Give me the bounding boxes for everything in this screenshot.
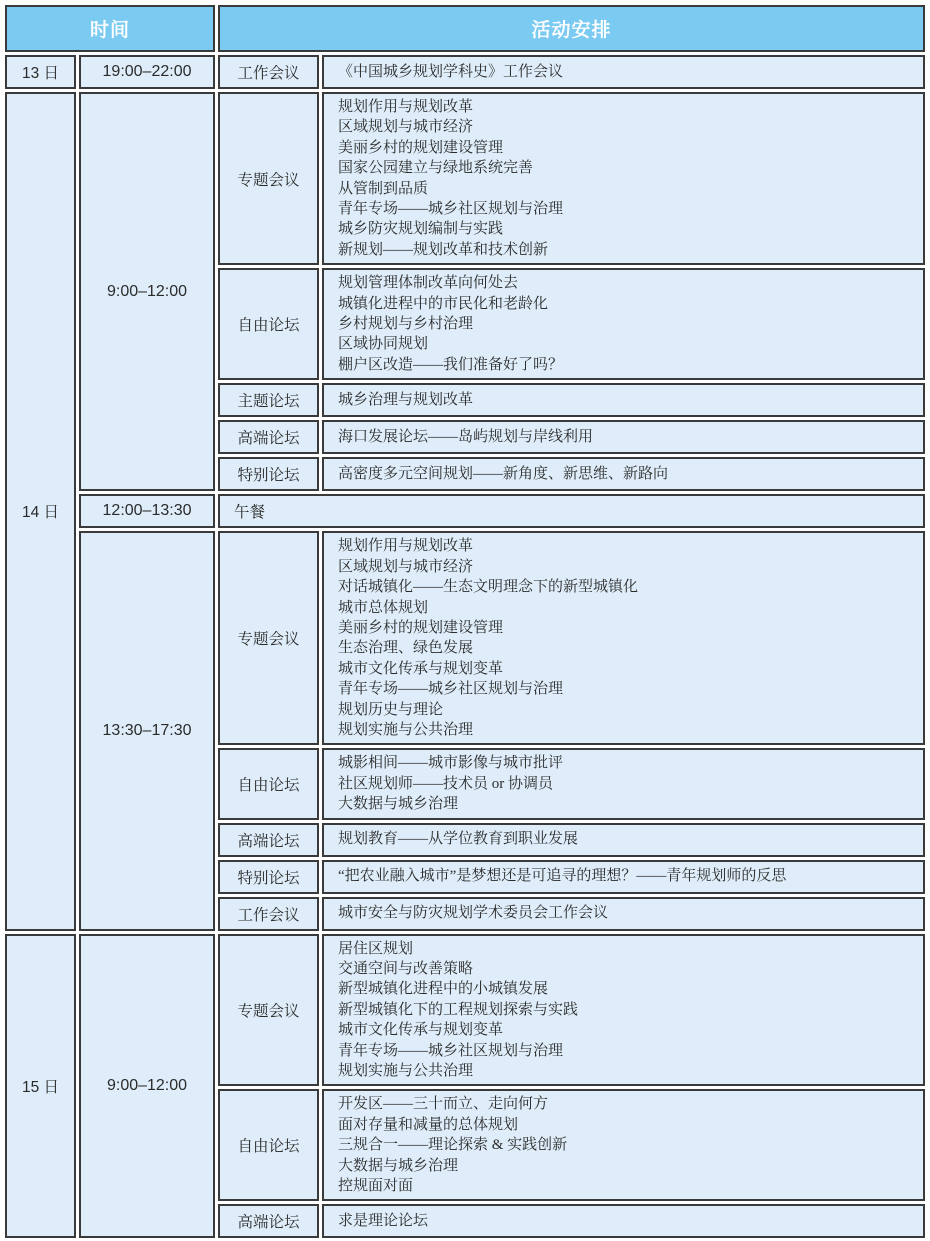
session-item: 从管制到品质 <box>338 180 429 197</box>
session-content-cell <box>322 457 925 491</box>
session-item: 三规合一——理论探索 & 实践创新 <box>338 1137 568 1154</box>
conference-schedule-table <box>2 2 928 1241</box>
session-item: 社区规划师——技术员 or 协调员 <box>338 775 554 792</box>
session-type-cell: 工作会议 <box>218 897 319 931</box>
date-cell: 14 日 <box>5 92 76 931</box>
session-item: “把农业融入城市”是梦想还是可追寻的理想？——青年规划师的反思 <box>338 868 787 885</box>
session-item: 城乡防灾规划编制与实践 <box>338 221 504 238</box>
session-item: 城乡治理与规划改革 <box>338 392 474 409</box>
session-item: 大数据与城乡治理 <box>338 796 459 813</box>
session-item: 规划实施与公共治理 <box>338 721 474 738</box>
session-item: 规划作用与规划改革 <box>338 99 474 115</box>
session-content-cell <box>322 1089 925 1201</box>
session-item: 规划作用与规划改革 <box>338 538 474 555</box>
session-content-cell <box>322 748 925 819</box>
session-type-cell: 特别论坛 <box>218 457 319 491</box>
session-item: 城镇化进程中的市民化和老龄化 <box>338 295 549 312</box>
session-item: 新型城镇化下的工程规划探索与实践 <box>338 1001 579 1018</box>
session-type-cell: 高端论坛 <box>218 420 319 454</box>
session-content-cell <box>322 92 925 265</box>
schedule-row <box>5 934 925 1087</box>
session-content-cell <box>322 531 925 745</box>
session-item: 美丽乡村的规划建设管理 <box>338 139 504 156</box>
session-item: 乡村规划与乡村治理 <box>338 316 474 333</box>
activity-column-header: 活动安排 <box>218 5 925 52</box>
session-type-cell: 自由论坛 <box>218 748 319 819</box>
session-item: 规划教育——从学位教育到职业发展 <box>338 831 579 848</box>
time-cell: 9:00–12:00 <box>79 92 215 491</box>
session-type-cell: 高端论坛 <box>218 823 319 857</box>
date-cell: 15 日 <box>5 934 76 1239</box>
session-item: 城市安全与防灾规划学术委员会工作会议 <box>338 905 609 922</box>
session-item: 城市文化传承与规划变革 <box>338 660 504 677</box>
session-item: 城影相间——城市影像与城市批评 <box>338 755 564 772</box>
session-item: 居住区规划 <box>338 940 414 957</box>
session-item: 规划实施与公共治理 <box>338 1063 474 1079</box>
session-item: 区域规划与城市经济 <box>338 119 474 136</box>
session-content-cell <box>322 268 925 380</box>
lunch-cell: 午餐 <box>218 494 925 528</box>
schedule-row <box>5 531 925 745</box>
session-item: 城市总体规划 <box>338 599 429 616</box>
session-item: 青年专场——城乡社区规划与治理 <box>338 201 564 218</box>
session-content-cell <box>322 897 925 931</box>
session-item: 求是理论论坛 <box>338 1213 429 1230</box>
session-type-cell: 自由论坛 <box>218 1089 319 1201</box>
session-item: 青年专场——城乡社区规划与治理 <box>338 681 564 698</box>
session-item: 对话城镇化——生态文明理念下的新型城镇化 <box>338 579 639 596</box>
time-cell: 19:00–22:00 <box>79 55 215 89</box>
session-type-cell: 专题会议 <box>218 531 319 745</box>
session-type-cell: 工作会议 <box>218 55 319 89</box>
date-cell: 13 日 <box>5 55 76 89</box>
session-content-cell <box>322 934 925 1087</box>
session-item: 国家公园建立与绿地系统完善 <box>338 160 534 177</box>
session-item: 《中国城乡规划学科史》工作会议 <box>338 63 564 80</box>
session-item: 青年专场——城乡社区规划与治理 <box>338 1042 564 1059</box>
session-item: 美丽乡村的规划建设管理 <box>338 619 504 636</box>
session-type-cell: 特别论坛 <box>218 860 319 894</box>
session-item: 区域规划与城市经济 <box>338 558 474 575</box>
session-item: 区域协同规划 <box>338 336 429 353</box>
session-item: 新型城镇化进程中的小城镇发展 <box>338 981 549 998</box>
time-cell: 13:30–17:30 <box>79 531 215 930</box>
time-cell: 9:00–12:00 <box>79 934 215 1239</box>
session-item: 交通空间与改善策略 <box>338 960 474 977</box>
session-content-cell <box>322 860 925 894</box>
session-type-cell: 专题会议 <box>218 934 319 1087</box>
schedule-body <box>5 55 925 1238</box>
session-item: 生态治理、绿色发展 <box>338 640 474 657</box>
session-item: 开发区——三十而立、走向何方 <box>338 1096 549 1113</box>
session-item: 新规划——规划改革和技术创新 <box>338 241 549 258</box>
session-item: 大数据与城乡治理 <box>338 1157 459 1174</box>
session-type-cell: 高端论坛 <box>218 1204 319 1238</box>
session-item: 规划管理体制改革向何处去 <box>338 275 519 292</box>
session-content-cell <box>322 1204 925 1238</box>
schedule-row <box>5 55 925 89</box>
time-cell: 12:00–13:30 <box>79 494 215 528</box>
time-column-header: 时间 <box>5 5 215 52</box>
session-type-cell: 自由论坛 <box>218 268 319 380</box>
schedule-row <box>5 494 925 528</box>
session-content-cell <box>322 823 925 857</box>
session-item: 城市文化传承与规划变革 <box>338 1022 504 1039</box>
session-item: 棚户区改造——我们准备好了吗？ <box>338 356 564 373</box>
session-content-cell <box>322 420 925 454</box>
session-item: 海口发展论坛——岛屿规划与岸线利用 <box>338 429 594 446</box>
session-item: 控规面对面 <box>338 1178 414 1195</box>
session-type-cell: 专题会议 <box>218 92 319 265</box>
session-item: 高密度多元空间规划——新角度、新思维、新路向 <box>338 466 669 483</box>
session-item: 规划历史与理论 <box>338 701 444 718</box>
schedule-row <box>5 92 925 265</box>
session-content-cell <box>322 383 925 417</box>
session-item: 面对存量和减量的总体规划 <box>338 1116 519 1133</box>
header-row <box>5 5 925 52</box>
session-content-cell <box>322 55 925 89</box>
session-type-cell: 主题论坛 <box>218 383 319 417</box>
